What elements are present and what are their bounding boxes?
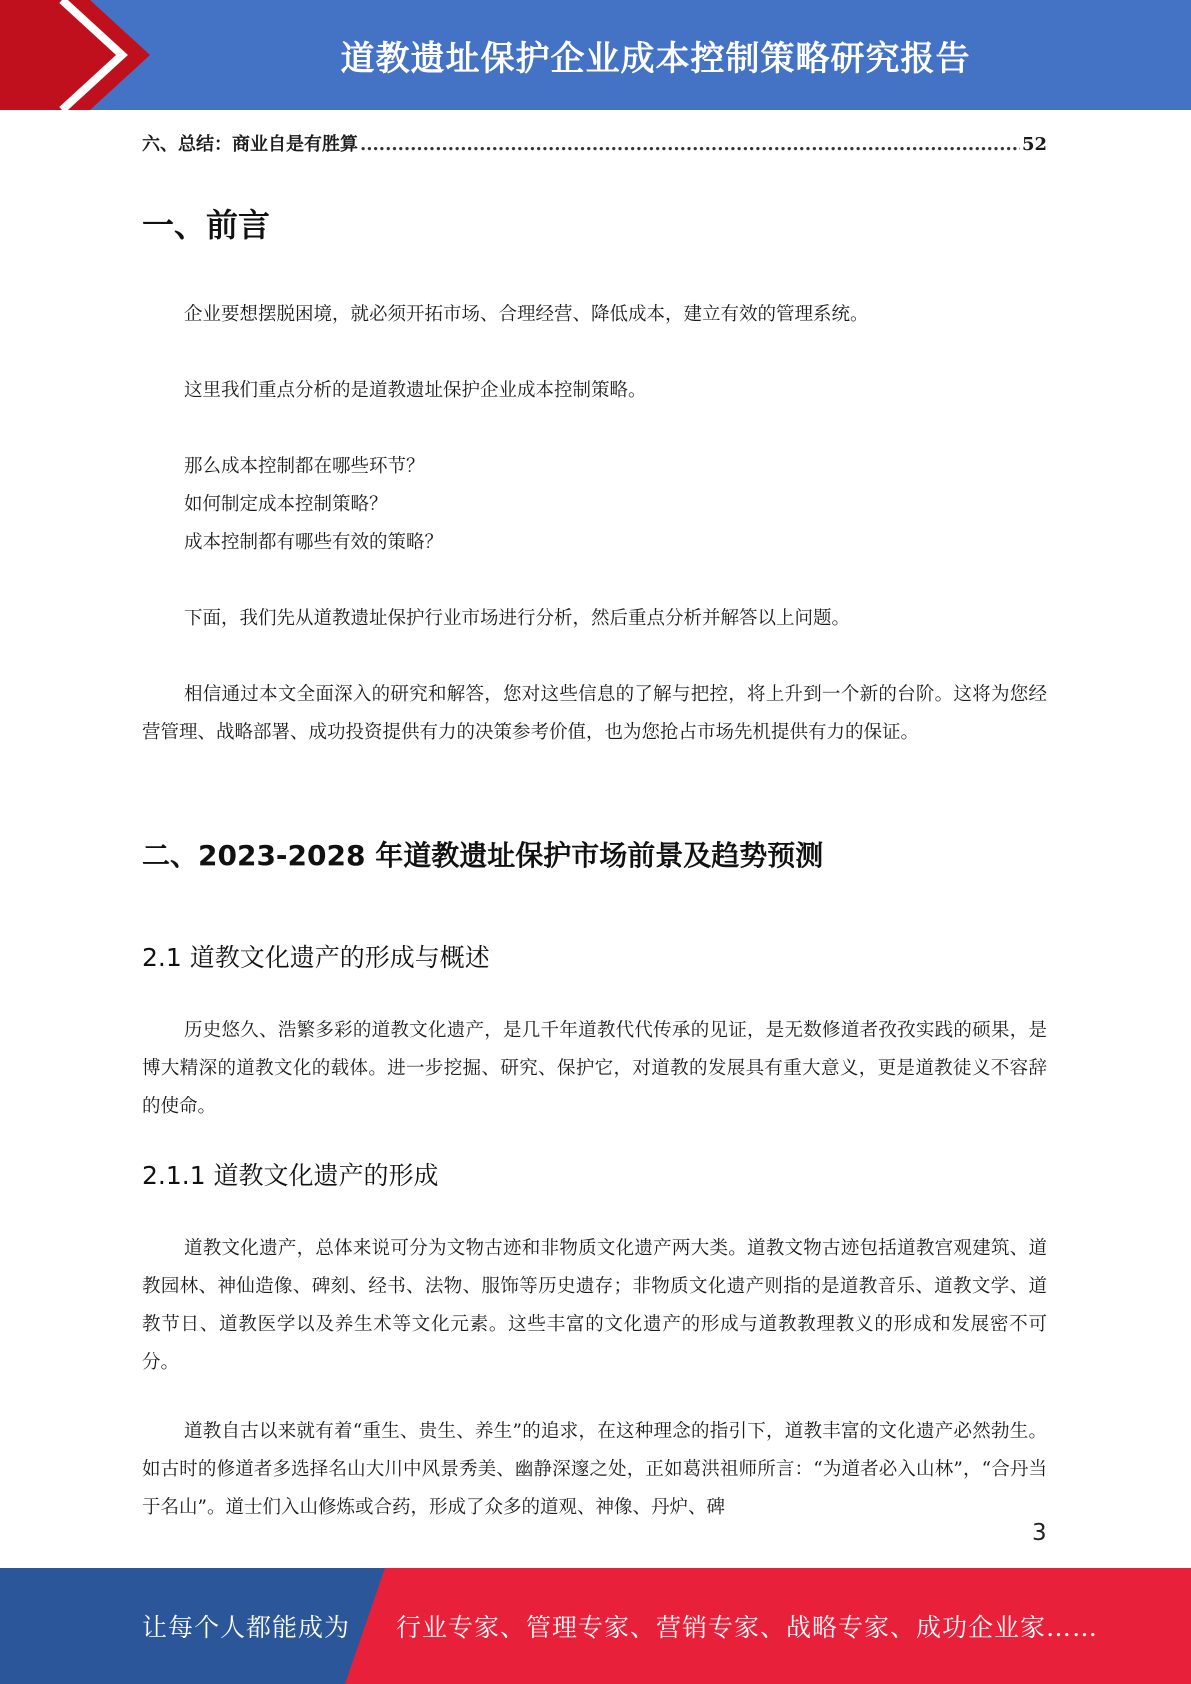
question-item: 那么成本控制都在哪些环节？	[184, 456, 425, 477]
footer-slogan-right: 行业专家、管理专家、营销专家、战略专家、成功企业家……	[396, 1613, 1099, 1642]
paragraph: 道教文化遗产，总体来说可分为文物古迹和非物质文化遗产两大类。道教文物古迹包括道教宫观建筑、道教园林、神仙造像、碑刻、经书、法物、服饰等历史遗存；非物质文化遗产则指的是道教音乐、道教文学、道教节日、道教医学以及养生术等文化元素。这些丰富的文化遗产的形成与道教教理教义的形成和发展密不可分。	[142, 1238, 1047, 1373]
page-footer	[0, 1568, 1191, 1684]
toc-entry-label: 六、总结：商业自是有胜算	[142, 134, 358, 155]
page-header	[0, 0, 1191, 110]
subsection-heading: 2.1 道教文化遗产的形成与概述	[142, 943, 490, 972]
toc-entry-page: 52	[1021, 134, 1047, 155]
header-title: 道教遗址保护企业成本控制策略研究报告	[340, 38, 971, 79]
toc-leader-dots	[360, 134, 1020, 155]
footer-slogan-left: 让每个人都能成为	[142, 1613, 351, 1642]
section-heading-preface: 一、前言	[142, 206, 271, 244]
toc-entry[interactable]	[142, 130, 1047, 160]
paragraph: 下面，我们先从道教遗址保护行业市场进行分析，然后重点分析并解答以上问题。	[184, 608, 851, 629]
paragraph: 这里我们重点分析的是道教遗址保护企业成本控制策略。	[184, 380, 647, 401]
question-item: 成本控制都有哪些有效的策略？	[184, 532, 444, 553]
question-item: 如何制定成本控制策略？	[184, 494, 388, 515]
paragraph: 相信通过本文全面深入的研究和解答，您对这些信息的了解与把控，将上升到一个新的台阶。这将为您经营管理、战略部署、成功投资提供有力的决策参考价值，也为您抢占市场先机提供有力的保证。	[142, 684, 1047, 743]
section-heading-market-forecast: 二、2023-2028 年道教遗址保护市场前景及趋势预测	[142, 839, 824, 872]
paragraph: 历史悠久、浩繁多彩的道教文化遗产，是几千年道教代代传承的见证，是无数修道者孜孜实践的硕果，是博大精深的道教文化的载体。进一步挖掘、研究、保护它，对道教的发展具有重大意义，更是道教徒义不容辞的使命。	[142, 1020, 1047, 1117]
page-number: 3	[1032, 1520, 1047, 1546]
subsection-heading: 2.1.1 道教文化遗产的形成	[142, 1161, 439, 1190]
paragraph: 道教自古以来就有着“重生、贵生、养生”的追求，在这种理念的指引下，道教丰富的文化遗产必然勃生。如古时的修道者多选择名山大川中风景秀美、幽静深邃之处，正如葛洪祖师所言：“为道者必入山林”，“合丹当于名山”。道士们入山修炼或合药，形成了众多的道观、神像、丹炉、碑	[142, 1421, 1047, 1518]
paragraph: 企业要想摆脱困境，就必须开拓市场、合理经营、降低成本，建立有效的管理系统。	[184, 304, 869, 325]
